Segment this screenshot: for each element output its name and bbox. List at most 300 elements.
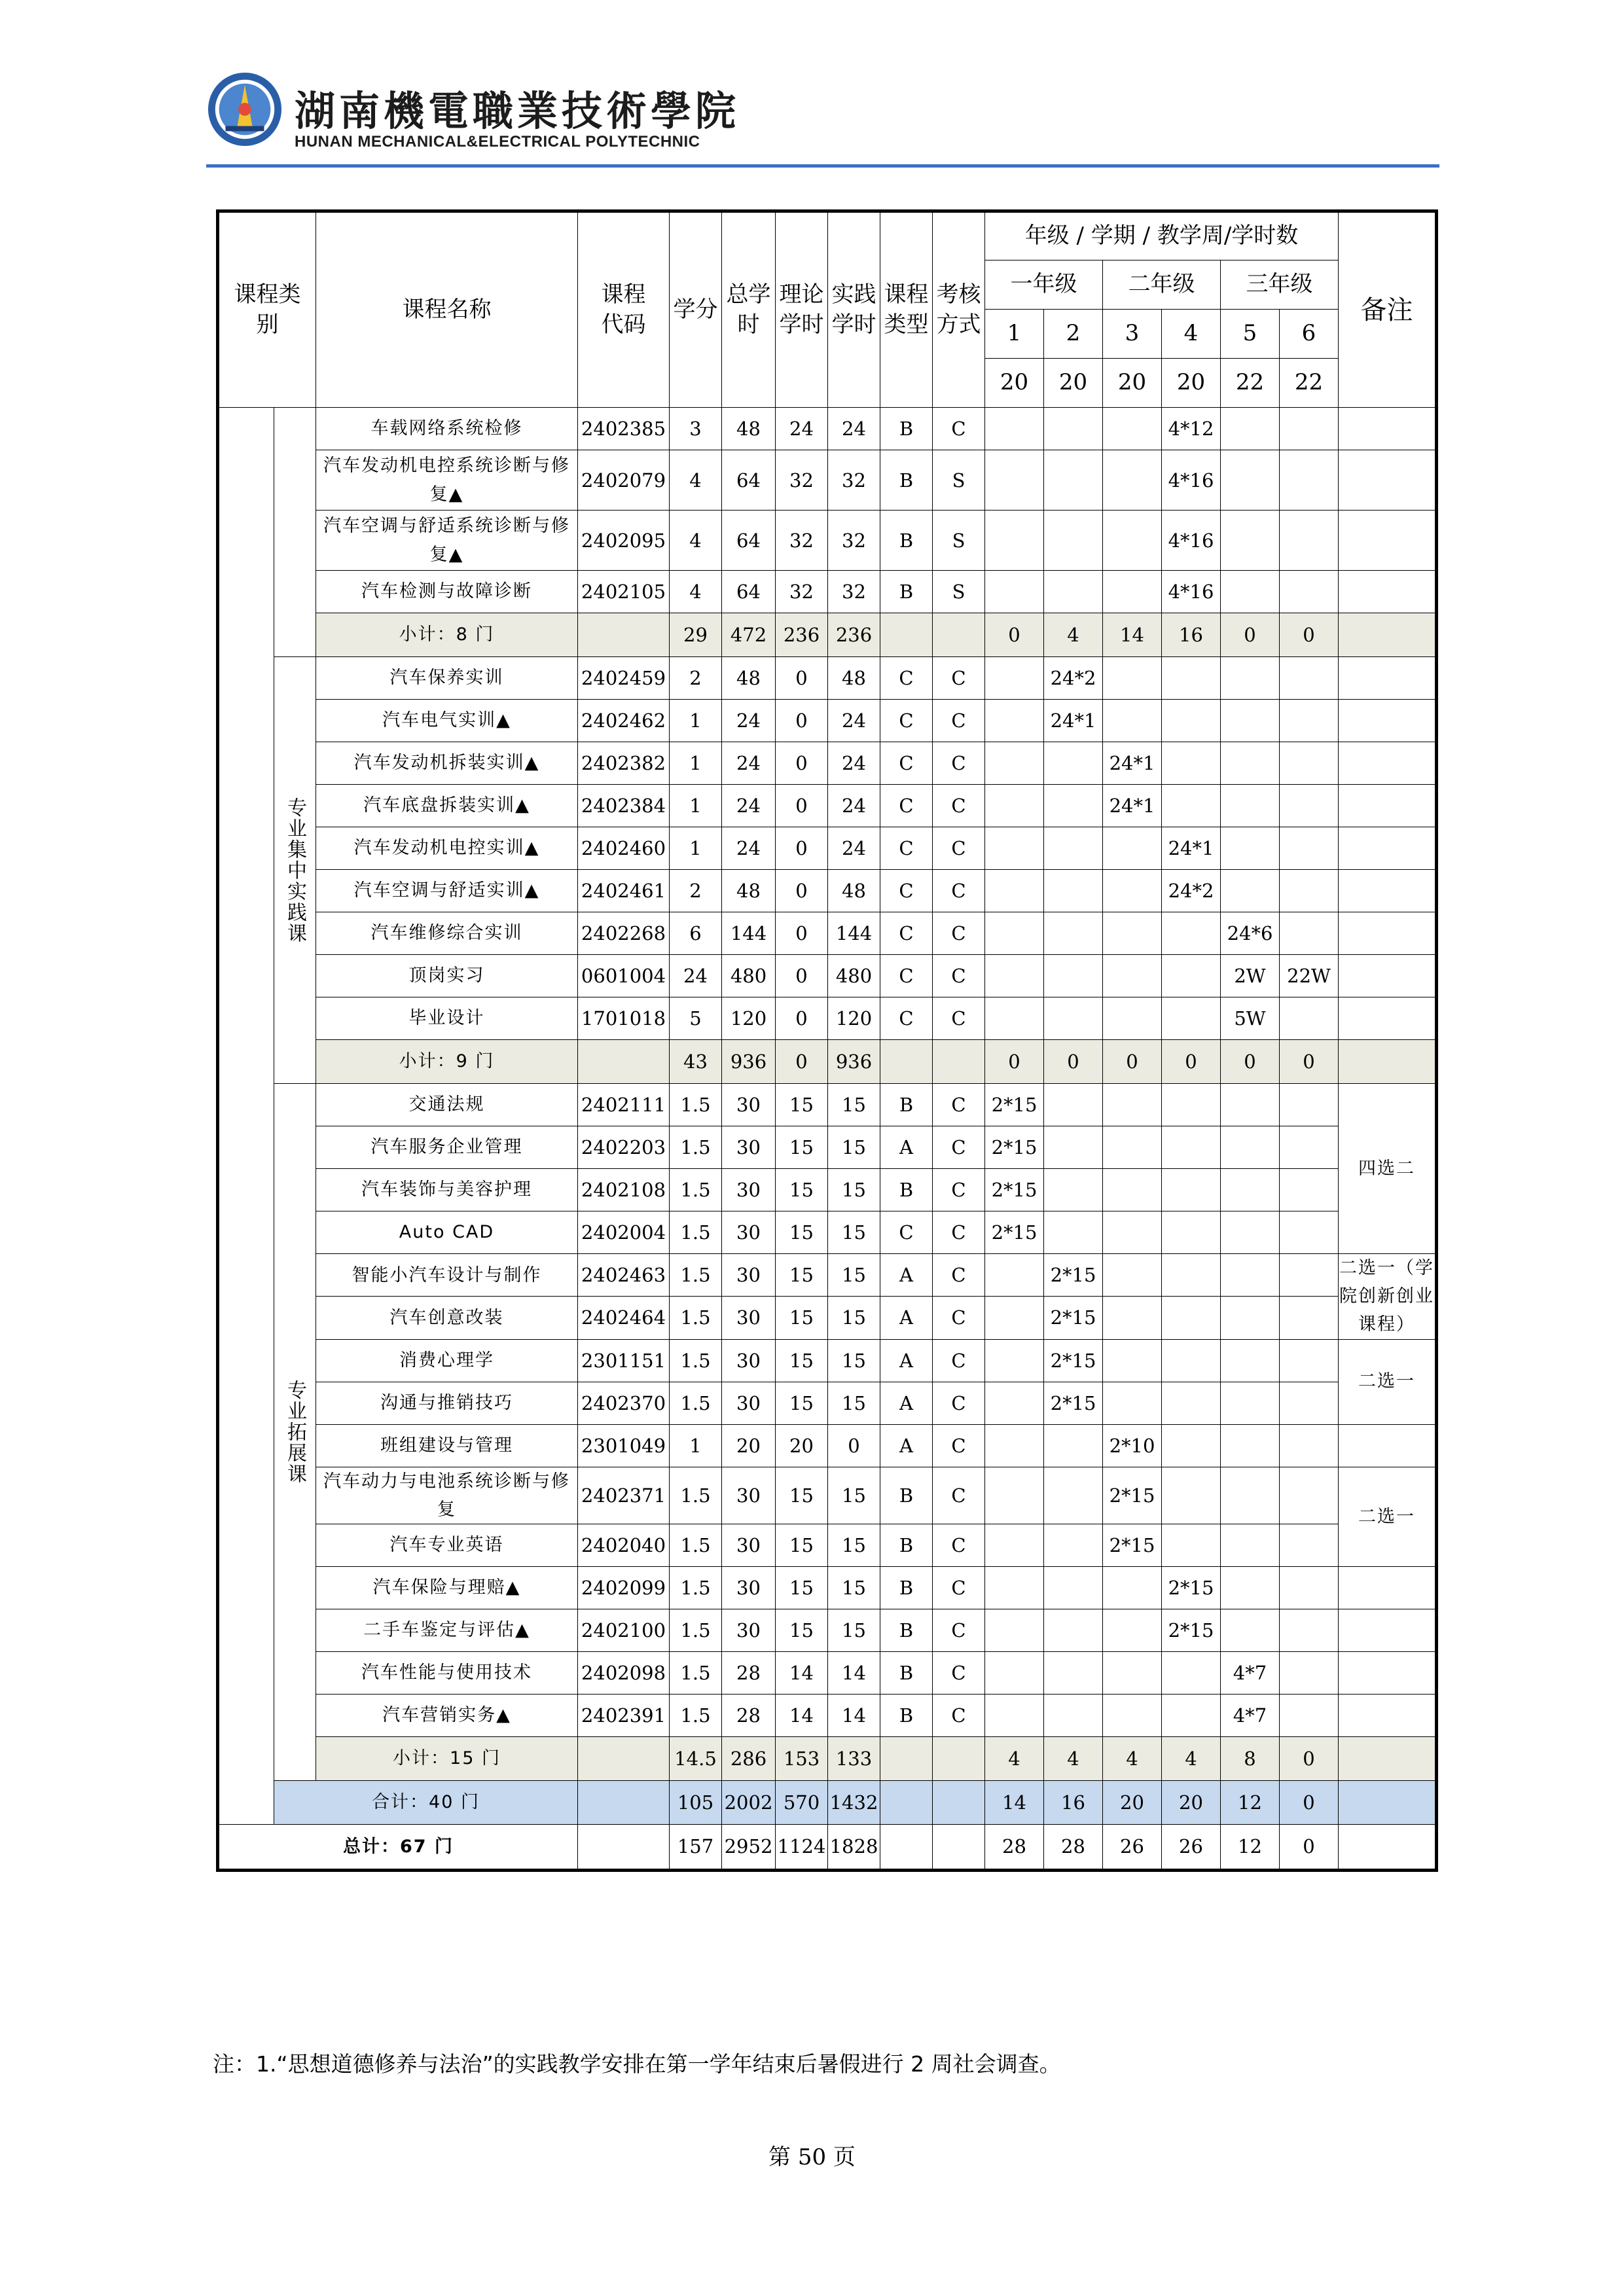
remark-cell xyxy=(1339,1424,1437,1467)
remark-cell xyxy=(1339,912,1437,955)
combined-term-hours: 0 xyxy=(1280,1780,1339,1824)
term-hours xyxy=(1044,955,1103,997)
term-hours xyxy=(1162,1169,1221,1211)
subtotal-row xyxy=(218,1736,1437,1780)
course-assessment: C xyxy=(933,1424,985,1467)
head-weeks: 20 xyxy=(985,359,1044,408)
course-theory-hours: 32 xyxy=(776,511,828,571)
remark-cell: 四选二 xyxy=(1339,1084,1437,1254)
course-theory-hours: 14 xyxy=(776,1651,828,1694)
course-assessment: C xyxy=(933,1254,985,1297)
term-hours xyxy=(1103,955,1162,997)
page-header xyxy=(206,65,1450,170)
term-hours: 24*1 xyxy=(1162,827,1221,870)
subtotal-term-hours: 0 xyxy=(1280,613,1339,657)
course-row xyxy=(218,1467,1437,1524)
grand-total-practice: 1828 xyxy=(828,1824,880,1870)
course-total-hours: 20 xyxy=(722,1424,776,1467)
term-hours xyxy=(1044,1126,1103,1169)
term-hours xyxy=(1044,870,1103,912)
term-hours xyxy=(1162,912,1221,955)
term-hours xyxy=(1044,997,1103,1040)
term-hours xyxy=(985,997,1044,1040)
course-code: 2402040 xyxy=(578,1524,670,1566)
term-hours xyxy=(1221,1524,1280,1566)
remark-cell xyxy=(1339,955,1437,997)
term-hours: 2*15 xyxy=(1044,1254,1103,1297)
course-row xyxy=(218,511,1437,571)
course-credit: 1.5 xyxy=(670,1211,722,1254)
term-hours: 24*6 xyxy=(1221,912,1280,955)
term-hours xyxy=(1280,785,1339,827)
table-note: 注：1.“思想道德修养与法治”的实践教学安排在第一学年结束后暑假进行 2 周社会调查。 xyxy=(213,2051,1061,2077)
term-hours xyxy=(1280,997,1339,1040)
course-code: 2402098 xyxy=(578,1651,670,1694)
combined-term-hours: 20 xyxy=(1103,1780,1162,1824)
term-hours: 2*15 xyxy=(985,1169,1044,1211)
term-hours xyxy=(1221,1339,1280,1382)
course-row xyxy=(218,1339,1437,1382)
course-practice-hours: 24 xyxy=(828,408,880,450)
course-practice-hours: 15 xyxy=(828,1467,880,1524)
subtotal-practice-hours: 133 xyxy=(828,1736,880,1780)
head-course-code: 课程代码 xyxy=(578,211,670,408)
course-row xyxy=(218,1651,1437,1694)
course-assessment: C xyxy=(933,1694,985,1736)
course-credit: 2 xyxy=(670,870,722,912)
course-practice-hours: 14 xyxy=(828,1694,880,1736)
course-practice-hours: 48 xyxy=(828,657,880,700)
course-type: C xyxy=(880,912,933,955)
course-assessment: C xyxy=(933,1297,985,1339)
course-assessment: C xyxy=(933,912,985,955)
term-hours xyxy=(1044,1694,1103,1736)
combined-credit: 105 xyxy=(670,1780,722,1824)
course-practice-hours: 32 xyxy=(828,571,880,613)
course-practice-hours: 120 xyxy=(828,997,880,1040)
course-code: 0601004 xyxy=(578,955,670,997)
course-theory-hours: 15 xyxy=(776,1382,828,1424)
course-name: 汽车服务企业管理 xyxy=(316,1126,578,1169)
remark-cell xyxy=(1339,870,1437,912)
course-name: 汽车发动机拆装实训▲ xyxy=(316,742,578,785)
term-hours xyxy=(1221,1169,1280,1211)
subtotal-term-hours: 4 xyxy=(1044,613,1103,657)
term-hours: 24*2 xyxy=(1162,870,1221,912)
course-practice-hours: 24 xyxy=(828,742,880,785)
course-credit: 1.5 xyxy=(670,1382,722,1424)
subtotal-assessment xyxy=(933,613,985,657)
course-type: B xyxy=(880,1694,933,1736)
term-hours xyxy=(1280,1467,1339,1524)
course-credit: 2 xyxy=(670,657,722,700)
term-hours xyxy=(1103,511,1162,571)
course-theory-hours: 15 xyxy=(776,1254,828,1297)
term-hours xyxy=(1221,1382,1280,1424)
term-hours xyxy=(1221,1211,1280,1254)
term-hours xyxy=(1044,1651,1103,1694)
course-row xyxy=(218,912,1437,955)
term-hours xyxy=(1221,1609,1280,1651)
course-theory-hours: 24 xyxy=(776,408,828,450)
course-name: 汽车底盘拆装实训▲ xyxy=(316,785,578,827)
term-hours xyxy=(1280,1339,1339,1382)
remark-cell xyxy=(1339,1651,1437,1694)
course-total-hours: 30 xyxy=(722,1211,776,1254)
term-hours xyxy=(1044,1084,1103,1126)
course-row xyxy=(218,408,1437,450)
course-name: Auto CAD xyxy=(316,1211,578,1254)
term-hours xyxy=(1103,1169,1162,1211)
term-hours xyxy=(985,742,1044,785)
course-practice-hours: 24 xyxy=(828,827,880,870)
remark-cell xyxy=(1339,1694,1437,1736)
head-year-1: 一年级 xyxy=(985,260,1103,310)
course-credit: 5 xyxy=(670,997,722,1040)
term-hours xyxy=(1103,827,1162,870)
term-hours xyxy=(985,785,1044,827)
course-total-hours: 30 xyxy=(722,1382,776,1424)
course-name: 汽车性能与使用技术 xyxy=(316,1651,578,1694)
course-practice-hours: 24 xyxy=(828,700,880,742)
course-total-hours: 48 xyxy=(722,408,776,450)
course-practice-hours: 32 xyxy=(828,450,880,511)
remark-cell xyxy=(1339,613,1437,657)
course-code: 2301151 xyxy=(578,1339,670,1382)
course-credit: 1 xyxy=(670,785,722,827)
term-hours xyxy=(985,1524,1044,1566)
header-rule xyxy=(206,164,1439,168)
course-practice-hours: 24 xyxy=(828,785,880,827)
course-type: C xyxy=(880,742,933,785)
term-hours: 4*16 xyxy=(1162,450,1221,511)
course-type: C xyxy=(880,997,933,1040)
term-hours xyxy=(1103,1339,1162,1382)
course-code: 2402464 xyxy=(578,1297,670,1339)
course-name: 汽车发动机电控系统诊断与修复▲ xyxy=(316,450,578,511)
course-row xyxy=(218,1297,1437,1339)
head-practice-hours: 实践学时 xyxy=(828,211,880,408)
course-code: 2402385 xyxy=(578,408,670,450)
term-hours xyxy=(1280,700,1339,742)
term-hours xyxy=(1221,827,1280,870)
combined-code xyxy=(578,1780,670,1824)
course-total-hours: 30 xyxy=(722,1297,776,1339)
remark-cell xyxy=(1339,785,1437,827)
course-type: C xyxy=(880,657,933,700)
term-hours xyxy=(1162,1524,1221,1566)
course-total-hours: 144 xyxy=(722,912,776,955)
term-hours xyxy=(1162,1694,1221,1736)
course-total-hours: 30 xyxy=(722,1467,776,1524)
course-theory-hours: 0 xyxy=(776,997,828,1040)
combined-theory: 570 xyxy=(776,1780,828,1824)
course-practice-hours: 480 xyxy=(828,955,880,997)
term-hours xyxy=(1162,1254,1221,1297)
term-hours xyxy=(1280,1651,1339,1694)
course-total-hours: 48 xyxy=(722,657,776,700)
course-credit: 1 xyxy=(670,1424,722,1467)
remark-cell xyxy=(1339,700,1437,742)
term-hours xyxy=(1044,408,1103,450)
course-assessment: C xyxy=(933,1524,985,1566)
term-hours xyxy=(1221,700,1280,742)
subtotal-credit: 14.5 xyxy=(670,1736,722,1780)
term-hours xyxy=(1044,450,1103,511)
course-assessment: S xyxy=(933,571,985,613)
grand-total-total: 2952 xyxy=(722,1824,776,1870)
term-hours xyxy=(1103,1126,1162,1169)
remark-cell xyxy=(1339,827,1437,870)
course-name: 二手车鉴定与评估▲ xyxy=(316,1609,578,1651)
course-type: B xyxy=(880,1609,933,1651)
course-assessment: C xyxy=(933,1609,985,1651)
term-hours xyxy=(1044,1169,1103,1211)
course-total-hours: 30 xyxy=(722,1084,776,1126)
term-hours xyxy=(1280,1524,1339,1566)
subtotal-credit: 43 xyxy=(670,1040,722,1084)
course-credit: 6 xyxy=(670,912,722,955)
course-total-hours: 30 xyxy=(722,1609,776,1651)
grand-total-assessment xyxy=(933,1824,985,1870)
term-hours: 24*2 xyxy=(1044,657,1103,700)
course-credit: 1.5 xyxy=(670,1524,722,1566)
course-practice-hours: 15 xyxy=(828,1211,880,1254)
course-code: 2402004 xyxy=(578,1211,670,1254)
head-remark: 备注 xyxy=(1339,211,1437,408)
term-hours xyxy=(1162,997,1221,1040)
remark-cell xyxy=(1339,1780,1437,1824)
head-weeks: 20 xyxy=(1103,359,1162,408)
term-hours: 4*7 xyxy=(1221,1651,1280,1694)
course-assessment: C xyxy=(933,700,985,742)
combined-practice: 1432 xyxy=(828,1780,880,1824)
term-hours xyxy=(1162,1424,1221,1467)
course-total-hours: 24 xyxy=(722,742,776,785)
head-year-2: 二年级 xyxy=(1103,260,1221,310)
combined-total: 2002 xyxy=(722,1780,776,1824)
course-name: 汽车装饰与美容护理 xyxy=(316,1169,578,1211)
term-hours xyxy=(1162,1211,1221,1254)
remark-cell xyxy=(1339,450,1437,511)
term-hours xyxy=(985,1424,1044,1467)
subtotal-term-hours: 0 xyxy=(1103,1040,1162,1084)
subtotal-type xyxy=(880,1736,933,1780)
grand-total-term-hours: 26 xyxy=(1103,1824,1162,1870)
table-body xyxy=(218,408,1437,1871)
subtotal-term-hours: 14 xyxy=(1103,613,1162,657)
course-total-hours: 30 xyxy=(722,1566,776,1609)
grand-total-label: 总计：67 门 xyxy=(218,1824,578,1870)
course-theory-hours: 14 xyxy=(776,1694,828,1736)
course-credit: 1.5 xyxy=(670,1339,722,1382)
page-number: 第 50 页 xyxy=(768,2144,856,2170)
course-code: 2402108 xyxy=(578,1169,670,1211)
course-theory-hours: 0 xyxy=(776,870,828,912)
term-hours xyxy=(1221,742,1280,785)
subtotal-label: 小计：8 门 xyxy=(316,613,578,657)
course-type: B xyxy=(880,408,933,450)
course-total-hours: 30 xyxy=(722,1339,776,1382)
course-type: A xyxy=(880,1254,933,1297)
term-hours xyxy=(1280,1609,1339,1651)
term-hours xyxy=(1162,1651,1221,1694)
course-credit: 1.5 xyxy=(670,1126,722,1169)
course-type: C xyxy=(880,785,933,827)
term-hours xyxy=(1103,1254,1162,1297)
remark-cell xyxy=(1339,1040,1437,1084)
course-code: 2402099 xyxy=(578,1566,670,1609)
course-theory-hours: 0 xyxy=(776,742,828,785)
term-hours xyxy=(1103,1566,1162,1609)
combined-term-hours: 20 xyxy=(1162,1780,1221,1824)
remark-cell xyxy=(1339,1609,1437,1651)
head-term: 6 xyxy=(1280,310,1339,359)
course-assessment: C xyxy=(933,1467,985,1524)
course-practice-hours: 15 xyxy=(828,1084,880,1126)
term-hours xyxy=(1103,1084,1162,1126)
term-hours: 4*7 xyxy=(1221,1694,1280,1736)
course-total-hours: 480 xyxy=(722,955,776,997)
combined-term-hours: 12 xyxy=(1221,1780,1280,1824)
term-hours xyxy=(1221,1297,1280,1339)
course-type: B xyxy=(880,511,933,571)
course-row xyxy=(218,700,1437,742)
term-hours xyxy=(985,571,1044,613)
subtotal-row xyxy=(218,1040,1437,1084)
subtotal-term-hours: 4 xyxy=(985,1736,1044,1780)
course-code: 2402095 xyxy=(578,511,670,571)
term-hours xyxy=(1044,1424,1103,1467)
term-hours xyxy=(1280,870,1339,912)
course-name: 汽车保险与理赔▲ xyxy=(316,1566,578,1609)
course-name: 消费心理学 xyxy=(316,1339,578,1382)
term-hours xyxy=(1103,870,1162,912)
course-assessment: S xyxy=(933,450,985,511)
term-hours xyxy=(985,700,1044,742)
remark-cell xyxy=(1339,571,1437,613)
course-assessment: C xyxy=(933,997,985,1040)
term-hours xyxy=(985,827,1044,870)
term-hours xyxy=(1280,827,1339,870)
term-hours xyxy=(1103,700,1162,742)
course-type: B xyxy=(880,1169,933,1211)
course-total-hours: 30 xyxy=(722,1126,776,1169)
course-theory-hours: 0 xyxy=(776,657,828,700)
head-weeks: 22 xyxy=(1221,359,1280,408)
course-type: C xyxy=(880,827,933,870)
term-hours xyxy=(1280,511,1339,571)
course-code: 2402111 xyxy=(578,1084,670,1126)
term-hours: 2*10 xyxy=(1103,1424,1162,1467)
course-practice-hours: 15 xyxy=(828,1566,880,1609)
term-hours: 5W xyxy=(1221,997,1280,1040)
course-practice-hours: 15 xyxy=(828,1169,880,1211)
term-hours xyxy=(1162,1467,1221,1524)
course-row xyxy=(218,1424,1437,1467)
term-hours xyxy=(1221,511,1280,571)
term-hours xyxy=(985,1651,1044,1694)
course-type: B xyxy=(880,1467,933,1524)
course-type: B xyxy=(880,450,933,511)
course-assessment: C xyxy=(933,1126,985,1169)
course-type: A xyxy=(880,1126,933,1169)
term-hours xyxy=(1280,1297,1339,1339)
category-label: 专业集中实践课 xyxy=(274,657,316,1084)
subtotal-type xyxy=(880,1040,933,1084)
term-hours xyxy=(1280,1694,1339,1736)
head-schedule: 年级 / 学期 / 教学周/学时数 xyxy=(985,211,1339,260)
course-assessment: C xyxy=(933,955,985,997)
course-practice-hours: 32 xyxy=(828,511,880,571)
course-name: 毕业设计 xyxy=(316,997,578,1040)
term-hours xyxy=(1221,1126,1280,1169)
curriculum-table-wrap xyxy=(216,209,1438,1872)
term-hours: 2*15 xyxy=(985,1211,1044,1254)
course-theory-hours: 0 xyxy=(776,827,828,870)
term-hours xyxy=(1044,1467,1103,1524)
remark-cell xyxy=(1339,1736,1437,1780)
subtotal-total-hours: 472 xyxy=(722,613,776,657)
term-hours xyxy=(985,1566,1044,1609)
term-hours xyxy=(1221,657,1280,700)
term-hours xyxy=(1044,511,1103,571)
course-assessment: S xyxy=(933,511,985,571)
course-name: 汽车创意改装 xyxy=(316,1297,578,1339)
course-credit: 1.5 xyxy=(670,1651,722,1694)
course-type: B xyxy=(880,1651,933,1694)
course-code: 2402462 xyxy=(578,700,670,742)
course-code: 2402384 xyxy=(578,785,670,827)
course-total-hours: 28 xyxy=(722,1694,776,1736)
term-hours xyxy=(1221,1467,1280,1524)
course-theory-hours: 15 xyxy=(776,1084,828,1126)
subtotal-term-hours: 16 xyxy=(1162,613,1221,657)
subtotal-practice-hours: 236 xyxy=(828,613,880,657)
course-row xyxy=(218,742,1437,785)
grand-total-term-hours: 28 xyxy=(1044,1824,1103,1870)
course-total-hours: 120 xyxy=(722,997,776,1040)
course-code: 1701018 xyxy=(578,997,670,1040)
subtotal-term-hours: 0 xyxy=(1280,1040,1339,1084)
course-type: A xyxy=(880,1297,933,1339)
course-row xyxy=(218,1524,1437,1566)
course-practice-hours: 15 xyxy=(828,1524,880,1566)
grand-total-code xyxy=(578,1824,670,1870)
course-credit: 1.5 xyxy=(670,1694,722,1736)
grand-total-type xyxy=(880,1824,933,1870)
term-hours xyxy=(1221,571,1280,613)
course-name: 汽车营销实务▲ xyxy=(316,1694,578,1736)
combined-term-hours: 16 xyxy=(1044,1780,1103,1824)
subtotal-assessment xyxy=(933,1040,985,1084)
course-name: 车载网络系统检修 xyxy=(316,408,578,450)
term-hours: 2W xyxy=(1221,955,1280,997)
grand-total-term-hours: 12 xyxy=(1221,1824,1280,1870)
course-total-hours: 30 xyxy=(722,1169,776,1211)
remark-cell: 二选一 xyxy=(1339,1339,1437,1424)
subtotal-term-hours: 0 xyxy=(1162,1040,1221,1084)
term-hours xyxy=(1280,1254,1339,1297)
grand-total-term-hours: 26 xyxy=(1162,1824,1221,1870)
course-total-hours: 30 xyxy=(722,1524,776,1566)
subtotal-total-hours: 936 xyxy=(722,1040,776,1084)
course-row xyxy=(218,1566,1437,1609)
course-code: 2402461 xyxy=(578,870,670,912)
term-hours xyxy=(1221,785,1280,827)
course-row xyxy=(218,1084,1437,1126)
term-hours xyxy=(1280,1084,1339,1126)
